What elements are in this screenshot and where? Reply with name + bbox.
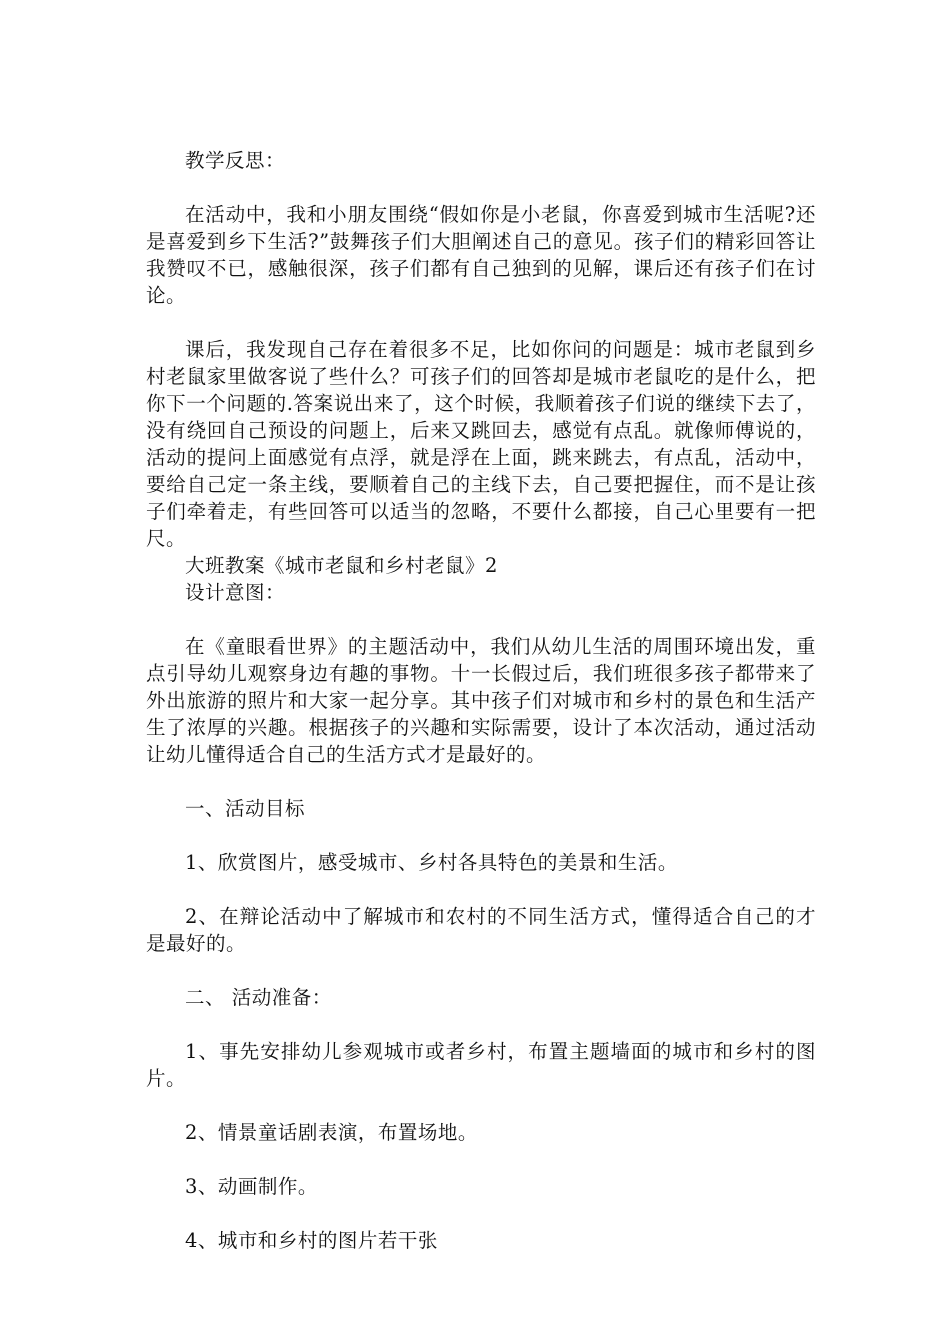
lesson-title: 大班教案《城市老鼠和乡村老鼠》2 [185,554,498,577]
activity-preparation-heading: 二、 活动准备： [185,986,332,1009]
reflection-paragraph-1: 在活动中，我和小朋友围绕“假如你是小老鼠，你喜爱到城市生活呢?还是喜爱到乡下生活?”鼓舞孩子们大胆阐述自己的意见。孩子们的精彩回答让我赞叹不已，感触很深，孩子们都有自己独到的见解，课后还有孩子们在讨论。 [146,203,816,307]
activity-goal-item: 1、欣赏图片，感受城市、乡村各具特色的美景和生活。 [185,851,678,874]
preparation-item: 4、城市和乡村的图片若干张 [185,1229,438,1252]
design-intent-paragraph: 在《童眼看世界》的主题活动中，我们从幼儿生活的周围环境出发，重点引导幼儿观察身边有趣的事物。十一长假过后，我们班很多孩子都带来了外出旅游的照片和大家一起分享。其中孩子们对城市和乡村的景色和生活产生了浓厚的兴趣。根据孩子的兴趣和实际需要，设计了本次活动，通过活动让幼儿懂得适合自己的生活方式才是最好的。 [146,635,816,766]
activity-goal-item: 2、在辩论活动中了解城市和农村的不同生活方式，懂得适合自己的才是最好的。 [146,905,816,955]
document-body [146,147,816,1254]
preparation-item: 1、事先安排幼儿参观城市或者乡村，布置主题墙面的城市和乡村的图片。 [146,1040,816,1090]
reflection-heading: 教学反思： [185,149,286,172]
preparation-item: 3、动画制作。 [185,1175,318,1198]
reflection-paragraph-2: 课后，我发现自己存在着很多不足，比如你问的问题是：城市老鼠到乡村老鼠家里做客说了些什么？可孩子们的回答却是城市老鼠吃的是什么，把你下一个问题的.答案说出来了，这个时候，我顺着孩子们说的继续下去了，没有绕回自己预设的问题上，后来又跳回去，感觉有点乱。就像师傅说的，活动的提问上面感觉有点浮，就是浮在上面，跳来跳去，有点乱，活动中，要给自己定一条主线，要顺着自己的主线下去，自己要把握住，而不是让孩子们牵着走，有些回答可以适当的忽略，不要什么都接，自己心里要有一把尺。 [146,338,816,550]
activity-goals-heading: 一、活动目标 [185,797,306,820]
preparation-item: 2、情景童话剧表演，布置场地。 [185,1121,478,1144]
design-intent-heading: 设计意图： [185,581,286,604]
